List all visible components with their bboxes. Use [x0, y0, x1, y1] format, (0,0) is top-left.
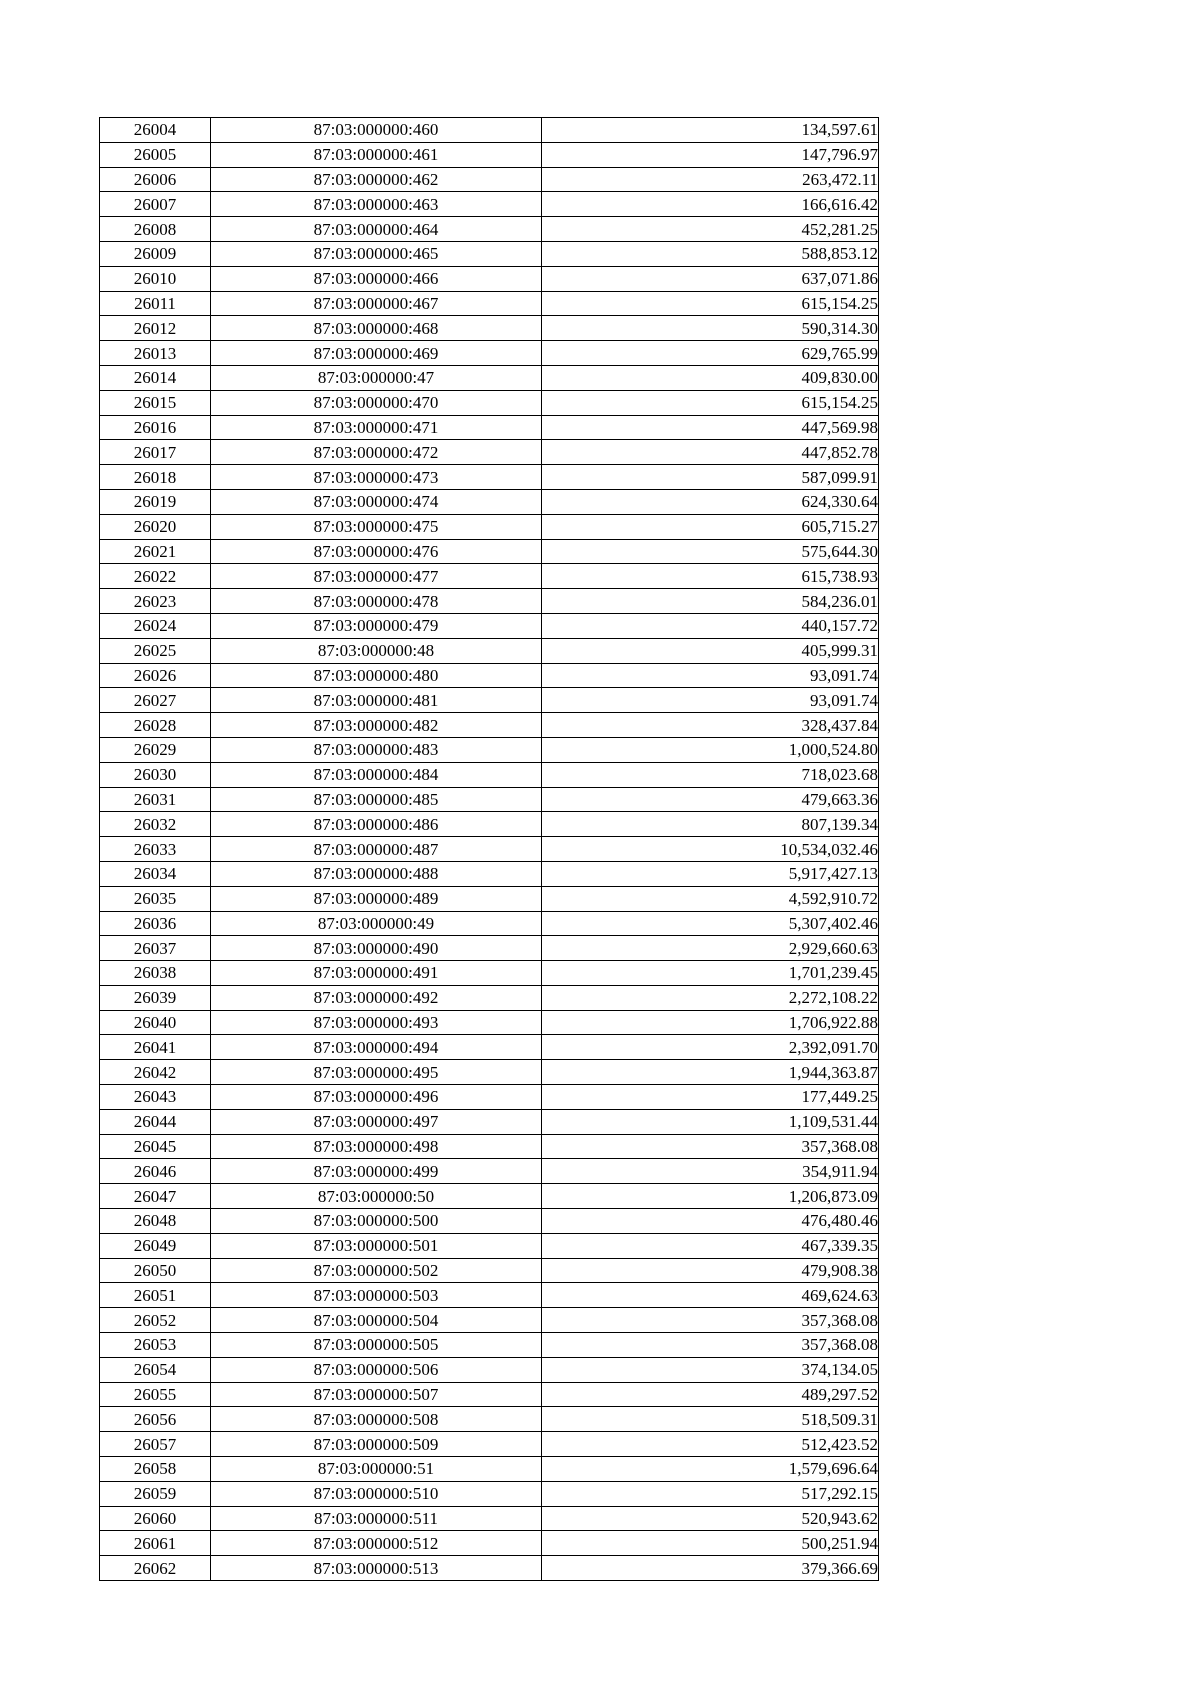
table-row [100, 1481, 879, 1506]
cadastral-value-cell: 328,437.84 [542, 713, 879, 738]
row-number-cell: 26036 [100, 911, 211, 936]
cadastral-value-cell: 379,366.69 [542, 1556, 879, 1581]
row-number-cell: 26042 [100, 1060, 211, 1085]
cadastral-number-cell: 87:03:000000:499 [211, 1159, 542, 1184]
row-number-cell: 26017 [100, 440, 211, 465]
row-number-cell: 26045 [100, 1134, 211, 1159]
cadastral-value-cell: 452,281.25 [542, 217, 879, 242]
row-number-cell: 26051 [100, 1283, 211, 1308]
table-row [100, 812, 879, 837]
table-row [100, 663, 879, 688]
cadastral-value-cell: 357,368.08 [542, 1333, 879, 1358]
cadastral-value-cell: 615,154.25 [542, 291, 879, 316]
cadastral-value-cell: 1,000,524.80 [542, 737, 879, 762]
cadastral-value-cell: 1,944,363.87 [542, 1060, 879, 1085]
cadastral-number-cell: 87:03:000000:470 [211, 390, 542, 415]
table-row [100, 1184, 879, 1209]
cadastral-value-cell: 637,071.86 [542, 266, 879, 291]
cadastral-number-cell: 87:03:000000:513 [211, 1556, 542, 1581]
cadastral-value-cell: 5,307,402.46 [542, 911, 879, 936]
cadastral-value-cell: 512,423.52 [542, 1432, 879, 1457]
table-row [100, 1283, 879, 1308]
cadastral-number-cell: 87:03:000000:483 [211, 737, 542, 762]
row-number-cell: 26041 [100, 1035, 211, 1060]
table-row [100, 341, 879, 366]
table-row [100, 1134, 879, 1159]
row-number-cell: 26047 [100, 1184, 211, 1209]
table-row [100, 589, 879, 614]
cadastral-value-cell: 2,392,091.70 [542, 1035, 879, 1060]
cadastral-number-cell: 87:03:000000:480 [211, 663, 542, 688]
table-row [100, 787, 879, 812]
row-number-cell: 26054 [100, 1357, 211, 1382]
table-row [100, 241, 879, 266]
cadastral-number-cell: 87:03:000000:503 [211, 1283, 542, 1308]
cadastral-number-cell: 87:03:000000:481 [211, 688, 542, 713]
cadastral-value-cell: 2,929,660.63 [542, 936, 879, 961]
cadastral-number-cell: 87:03:000000:502 [211, 1258, 542, 1283]
row-number-cell: 26013 [100, 341, 211, 366]
row-number-cell: 26011 [100, 291, 211, 316]
table-row [100, 1506, 879, 1531]
row-number-cell: 26015 [100, 390, 211, 415]
row-number-cell: 26025 [100, 638, 211, 663]
row-number-cell: 26031 [100, 787, 211, 812]
row-number-cell: 26021 [100, 539, 211, 564]
row-number-cell: 26057 [100, 1432, 211, 1457]
cadastral-number-cell: 87:03:000000:472 [211, 440, 542, 465]
table-row [100, 713, 879, 738]
cadastral-value-cell: 615,154.25 [542, 390, 879, 415]
table-row [100, 291, 879, 316]
table-row [100, 837, 879, 862]
row-number-cell: 26049 [100, 1233, 211, 1258]
row-number-cell: 26022 [100, 564, 211, 589]
table-row [100, 514, 879, 539]
cadastral-value-cell: 588,853.12 [542, 241, 879, 266]
cadastral-number-cell: 87:03:000000:464 [211, 217, 542, 242]
cadastral-value-cell: 374,134.05 [542, 1357, 879, 1382]
table-row [100, 1258, 879, 1283]
cadastral-value-cell: 605,715.27 [542, 514, 879, 539]
table-row [100, 415, 879, 440]
cadastral-number-cell: 87:03:000000:461 [211, 142, 542, 167]
cadastral-number-cell: 87:03:000000:475 [211, 514, 542, 539]
cadastral-number-cell: 87:03:000000:468 [211, 316, 542, 341]
cadastral-number-cell: 87:03:000000:495 [211, 1060, 542, 1085]
cadastral-number-cell: 87:03:000000:512 [211, 1531, 542, 1556]
cadastral-value-cell: 584,236.01 [542, 589, 879, 614]
cadastral-value-cell: 405,999.31 [542, 638, 879, 663]
table-row [100, 911, 879, 936]
table-row [100, 192, 879, 217]
cadastral-number-cell: 87:03:000000:479 [211, 613, 542, 638]
cadastral-number-cell: 87:03:000000:465 [211, 241, 542, 266]
table-row [100, 1382, 879, 1407]
table-row [100, 1159, 879, 1184]
table-row [100, 142, 879, 167]
cadastral-value-cell: 615,738.93 [542, 564, 879, 589]
table-row [100, 1531, 879, 1556]
cadastral-value-cell: 93,091.74 [542, 663, 879, 688]
cadastral-value-cell: 575,644.30 [542, 539, 879, 564]
table-row [100, 266, 879, 291]
cadastral-value-cell: 1,206,873.09 [542, 1184, 879, 1209]
table-row [100, 737, 879, 762]
row-number-cell: 26012 [100, 316, 211, 341]
table-row [100, 1035, 879, 1060]
cadastral-value-cell: 1,706,922.88 [542, 1010, 879, 1035]
cadastral-value-cell: 134,597.61 [542, 118, 879, 143]
cadastral-number-cell: 87:03:000000:510 [211, 1481, 542, 1506]
cadastral-number-cell: 87:03:000000:460 [211, 118, 542, 143]
row-number-cell: 26058 [100, 1457, 211, 1482]
table-row [100, 564, 879, 589]
cadastral-value-cell: 587,099.91 [542, 465, 879, 490]
cadastral-value-cell: 147,796.97 [542, 142, 879, 167]
cadastral-value-cell: 467,339.35 [542, 1233, 879, 1258]
cadastral-value-cell: 500,251.94 [542, 1531, 879, 1556]
row-number-cell: 26055 [100, 1382, 211, 1407]
cadastral-value-table [99, 117, 879, 1581]
table-row [100, 167, 879, 192]
cadastral-number-cell: 87:03:000000:466 [211, 266, 542, 291]
row-number-cell: 26061 [100, 1531, 211, 1556]
cadastral-value-cell: 718,023.68 [542, 762, 879, 787]
table-row [100, 985, 879, 1010]
row-number-cell: 26005 [100, 142, 211, 167]
cadastral-value-cell: 476,480.46 [542, 1209, 879, 1234]
row-number-cell: 26019 [100, 489, 211, 514]
cadastral-number-cell: 87:03:000000:505 [211, 1333, 542, 1358]
row-number-cell: 26033 [100, 837, 211, 862]
cadastral-number-cell: 87:03:000000:498 [211, 1134, 542, 1159]
cadastral-number-cell: 87:03:000000:507 [211, 1382, 542, 1407]
cadastral-number-cell: 87:03:000000:494 [211, 1035, 542, 1060]
cadastral-value-cell: 93,091.74 [542, 688, 879, 713]
row-number-cell: 26060 [100, 1506, 211, 1531]
table-row [100, 613, 879, 638]
cadastral-number-cell: 87:03:000000:486 [211, 812, 542, 837]
row-number-cell: 26037 [100, 936, 211, 961]
cadastral-number-cell: 87:03:000000:477 [211, 564, 542, 589]
cadastral-value-cell: 489,297.52 [542, 1382, 879, 1407]
row-number-cell: 26034 [100, 861, 211, 886]
cadastral-value-cell: 1,109,531.44 [542, 1109, 879, 1134]
row-number-cell: 26040 [100, 1010, 211, 1035]
row-number-cell: 26018 [100, 465, 211, 490]
row-number-cell: 26024 [100, 613, 211, 638]
table-row [100, 390, 879, 415]
cadastral-number-cell: 87:03:000000:49 [211, 911, 542, 936]
table-row [100, 1060, 879, 1085]
table-row [100, 886, 879, 911]
row-number-cell: 26038 [100, 961, 211, 986]
row-number-cell: 26035 [100, 886, 211, 911]
row-number-cell: 26053 [100, 1333, 211, 1358]
cadastral-number-cell: 87:03:000000:497 [211, 1109, 542, 1134]
cadastral-value-cell: 447,569.98 [542, 415, 879, 440]
cadastral-number-cell: 87:03:000000:48 [211, 638, 542, 663]
cadastral-number-cell: 87:03:000000:501 [211, 1233, 542, 1258]
table-row [100, 440, 879, 465]
cadastral-value-cell: 469,624.63 [542, 1283, 879, 1308]
cadastral-number-cell: 87:03:000000:467 [211, 291, 542, 316]
row-number-cell: 26048 [100, 1209, 211, 1234]
cadastral-number-cell: 87:03:000000:490 [211, 936, 542, 961]
cadastral-number-cell: 87:03:000000:476 [211, 539, 542, 564]
row-number-cell: 26008 [100, 217, 211, 242]
cadastral-number-cell: 87:03:000000:493 [211, 1010, 542, 1035]
cadastral-value-cell: 5,917,427.13 [542, 861, 879, 886]
cadastral-value-cell: 166,616.42 [542, 192, 879, 217]
cadastral-number-cell: 87:03:000000:487 [211, 837, 542, 862]
row-number-cell: 26062 [100, 1556, 211, 1581]
cadastral-value-cell: 354,911.94 [542, 1159, 879, 1184]
cadastral-number-cell: 87:03:000000:491 [211, 961, 542, 986]
cadastral-number-cell: 87:03:000000:463 [211, 192, 542, 217]
row-number-cell: 26056 [100, 1407, 211, 1432]
cadastral-number-cell: 87:03:000000:482 [211, 713, 542, 738]
cadastral-value-cell: 447,852.78 [542, 440, 879, 465]
cadastral-number-cell: 87:03:000000:489 [211, 886, 542, 911]
cadastral-value-cell: 518,509.31 [542, 1407, 879, 1432]
cadastral-number-cell: 87:03:000000:504 [211, 1308, 542, 1333]
row-number-cell: 26006 [100, 167, 211, 192]
cadastral-number-cell: 87:03:000000:471 [211, 415, 542, 440]
cadastral-value-cell: 479,908.38 [542, 1258, 879, 1283]
row-number-cell: 26023 [100, 589, 211, 614]
cadastral-number-cell: 87:03:000000:496 [211, 1085, 542, 1110]
table-row [100, 539, 879, 564]
cadastral-number-cell: 87:03:000000:509 [211, 1432, 542, 1457]
cadastral-value-cell: 1,579,696.64 [542, 1457, 879, 1482]
cadastral-value-cell: 520,943.62 [542, 1506, 879, 1531]
cadastral-value-cell: 624,330.64 [542, 489, 879, 514]
row-number-cell: 26020 [100, 514, 211, 539]
cadastral-value-cell: 409,830.00 [542, 365, 879, 390]
table-row [100, 365, 879, 390]
table-row [100, 465, 879, 490]
row-number-cell: 26010 [100, 266, 211, 291]
table-row [100, 1333, 879, 1358]
cadastral-value-cell: 2,272,108.22 [542, 985, 879, 1010]
row-number-cell: 26039 [100, 985, 211, 1010]
cadastral-number-cell: 87:03:000000:506 [211, 1357, 542, 1382]
cadastral-value-cell: 10,534,032.46 [542, 837, 879, 862]
cadastral-value-cell: 4,592,910.72 [542, 886, 879, 911]
table-row [100, 316, 879, 341]
cadastral-number-cell: 87:03:000000:50 [211, 1184, 542, 1209]
row-number-cell: 26016 [100, 415, 211, 440]
row-number-cell: 26027 [100, 688, 211, 713]
table-row [100, 1308, 879, 1333]
cadastral-number-cell: 87:03:000000:462 [211, 167, 542, 192]
table-row [100, 688, 879, 713]
row-number-cell: 26026 [100, 663, 211, 688]
row-number-cell: 26004 [100, 118, 211, 143]
table-row [100, 936, 879, 961]
cadastral-number-cell: 87:03:000000:484 [211, 762, 542, 787]
row-number-cell: 26052 [100, 1308, 211, 1333]
table-row [100, 638, 879, 663]
cadastral-number-cell: 87:03:000000:474 [211, 489, 542, 514]
row-number-cell: 26029 [100, 737, 211, 762]
cadastral-number-cell: 87:03:000000:492 [211, 985, 542, 1010]
row-number-cell: 26044 [100, 1109, 211, 1134]
table-row [100, 1432, 879, 1457]
row-number-cell: 26032 [100, 812, 211, 837]
cadastral-number-cell: 87:03:000000:51 [211, 1457, 542, 1482]
cadastral-value-cell: 590,314.30 [542, 316, 879, 341]
cadastral-value-cell: 479,663.36 [542, 787, 879, 812]
table-body [100, 118, 879, 1581]
cadastral-number-cell: 87:03:000000:469 [211, 341, 542, 366]
row-number-cell: 26043 [100, 1085, 211, 1110]
row-number-cell: 26059 [100, 1481, 211, 1506]
row-number-cell: 26046 [100, 1159, 211, 1184]
cadastral-number-cell: 87:03:000000:508 [211, 1407, 542, 1432]
table-row [100, 1457, 879, 1482]
row-number-cell: 26030 [100, 762, 211, 787]
table-row [100, 861, 879, 886]
cadastral-number-cell: 87:03:000000:478 [211, 589, 542, 614]
cadastral-value-cell: 440,157.72 [542, 613, 879, 638]
table-row [100, 1556, 879, 1581]
cadastral-number-cell: 87:03:000000:485 [211, 787, 542, 812]
table-row [100, 961, 879, 986]
table-row [100, 762, 879, 787]
table-row [100, 1109, 879, 1134]
cadastral-value-cell: 357,368.08 [542, 1134, 879, 1159]
table-row [100, 489, 879, 514]
row-number-cell: 26009 [100, 241, 211, 266]
table-row [100, 1407, 879, 1432]
row-number-cell: 26007 [100, 192, 211, 217]
table-row [100, 1357, 879, 1382]
cadastral-value-cell: 807,139.34 [542, 812, 879, 837]
table-row [100, 217, 879, 242]
row-number-cell: 26028 [100, 713, 211, 738]
table-row [100, 1233, 879, 1258]
cadastral-number-cell: 87:03:000000:47 [211, 365, 542, 390]
table-row [100, 1209, 879, 1234]
cadastral-value-cell: 629,765.99 [542, 341, 879, 366]
cadastral-number-cell: 87:03:000000:473 [211, 465, 542, 490]
table-row [100, 118, 879, 143]
row-number-cell: 26014 [100, 365, 211, 390]
cadastral-number-cell: 87:03:000000:511 [211, 1506, 542, 1531]
cadastral-value-cell: 1,701,239.45 [542, 961, 879, 986]
cadastral-value-cell: 517,292.15 [542, 1481, 879, 1506]
cadastral-number-cell: 87:03:000000:488 [211, 861, 542, 886]
cadastral-number-cell: 87:03:000000:500 [211, 1209, 542, 1234]
cadastral-value-cell: 263,472.11 [542, 167, 879, 192]
cadastral-value-cell: 177,449.25 [542, 1085, 879, 1110]
row-number-cell: 26050 [100, 1258, 211, 1283]
table-row [100, 1085, 879, 1110]
table-row [100, 1010, 879, 1035]
cadastral-value-cell: 357,368.08 [542, 1308, 879, 1333]
